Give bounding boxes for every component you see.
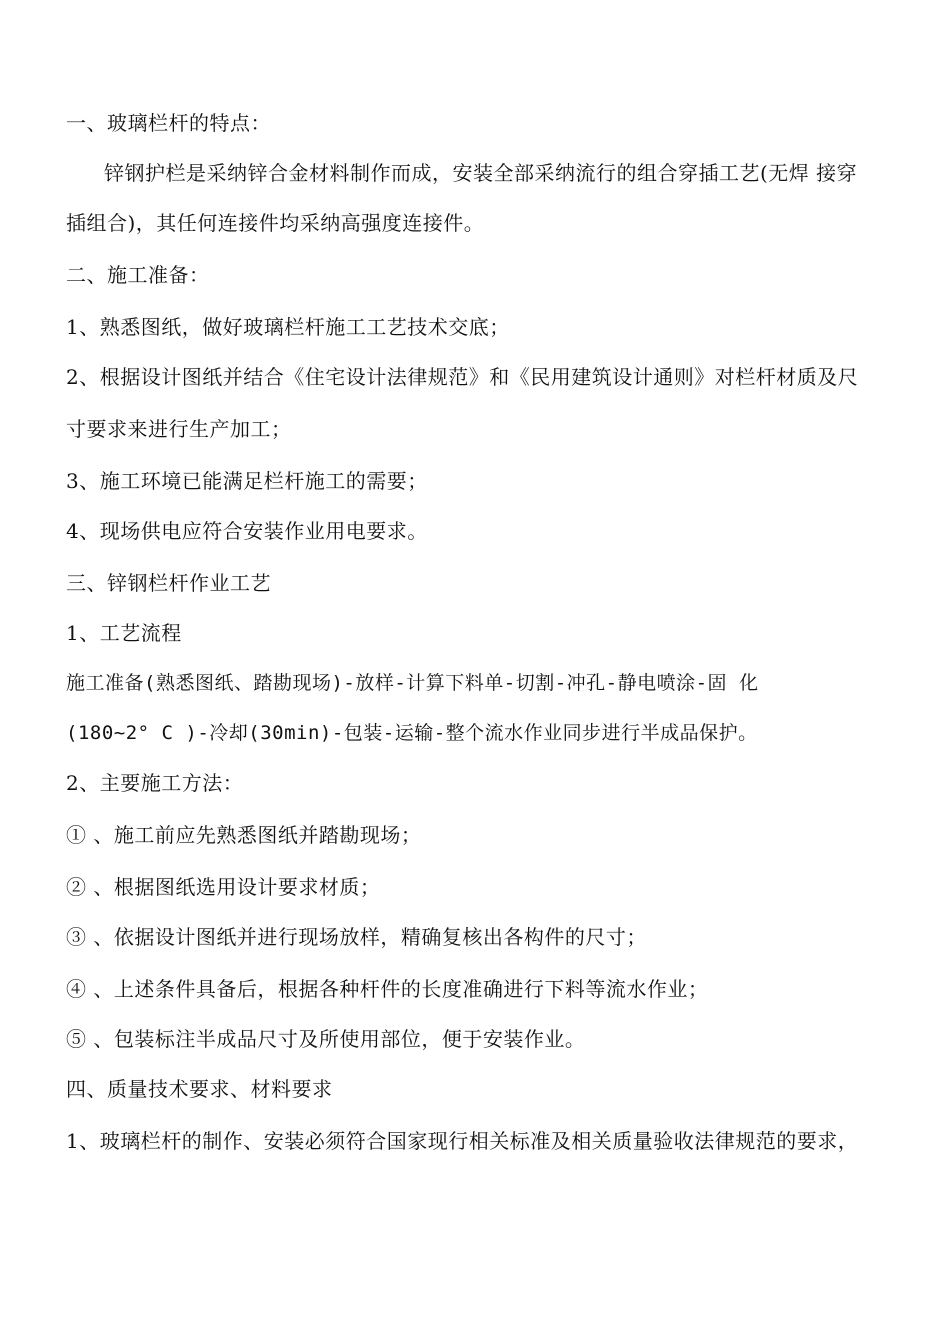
list-item: ③ 、依据设计图纸并进行现场放样，精确复核出各构件的尺寸； [66, 925, 647, 949]
section-heading-3: 三、锌钢栏杆作业工艺 [66, 571, 271, 595]
list-item: 1、玻璃栏杆的制作、安装必须符合国家现行相关标准及相关质量验收法律规范的要求， [66, 1129, 859, 1153]
list-item: 3、施工环境已能满足栏杆施工的需要； [66, 469, 428, 493]
process-flow-line: (180~2° C )-冷却(30min)-包装-运输-整个流水作业同步进行半成品保护。 [66, 722, 758, 744]
list-item-continuation: 寸要求来进行生产加工； [66, 417, 292, 441]
list-item: ① 、施工前应先熟悉图纸并踏勘现场； [66, 823, 422, 847]
subsection-heading: 1、工艺流程 [66, 621, 182, 645]
list-item: ⑤ 、包装标注半成品尺寸及所使用部位，便于安装作业。 [66, 1027, 586, 1051]
list-item: 1、熟悉图纸，做好玻璃栏杆施工工艺技术交底； [66, 315, 510, 339]
section-heading-4: 四、质量技术要求、材料要求 [66, 1077, 333, 1101]
subsection-heading: 2、主要施工方法： [66, 771, 244, 795]
list-item: 2、根据设计图纸并结合《住宅设计法律规范》和《民用建筑设计通则》对栏杆材质及尺 [66, 365, 859, 389]
paragraph-line: 插组合)，其任何连接件均采纳高强度连接件。 [66, 211, 485, 235]
list-item: ④ 、上述条件具备后，根据各种杆件的长度准确进行下料等流水作业； [66, 977, 709, 1001]
paragraph-line: 锌钢护栏是采纳锌合金材料制作而成，安装全部采纳流行的组合穿插工艺(无焊 接穿 [104, 161, 858, 185]
section-heading-1: 一、玻璃栏杆的特点： [66, 111, 271, 135]
section-heading-2: 二、施工准备： [66, 263, 210, 287]
list-item: 4、现场供电应符合安装作业用电要求。 [66, 519, 428, 543]
list-item: ② 、根据图纸选用设计要求材质； [66, 875, 381, 899]
process-flow-line: 施工准备(熟悉图纸、踏勘现场)-放样-计算下料单-切割-冲孔-静电喷涂-固 化 [66, 672, 759, 694]
